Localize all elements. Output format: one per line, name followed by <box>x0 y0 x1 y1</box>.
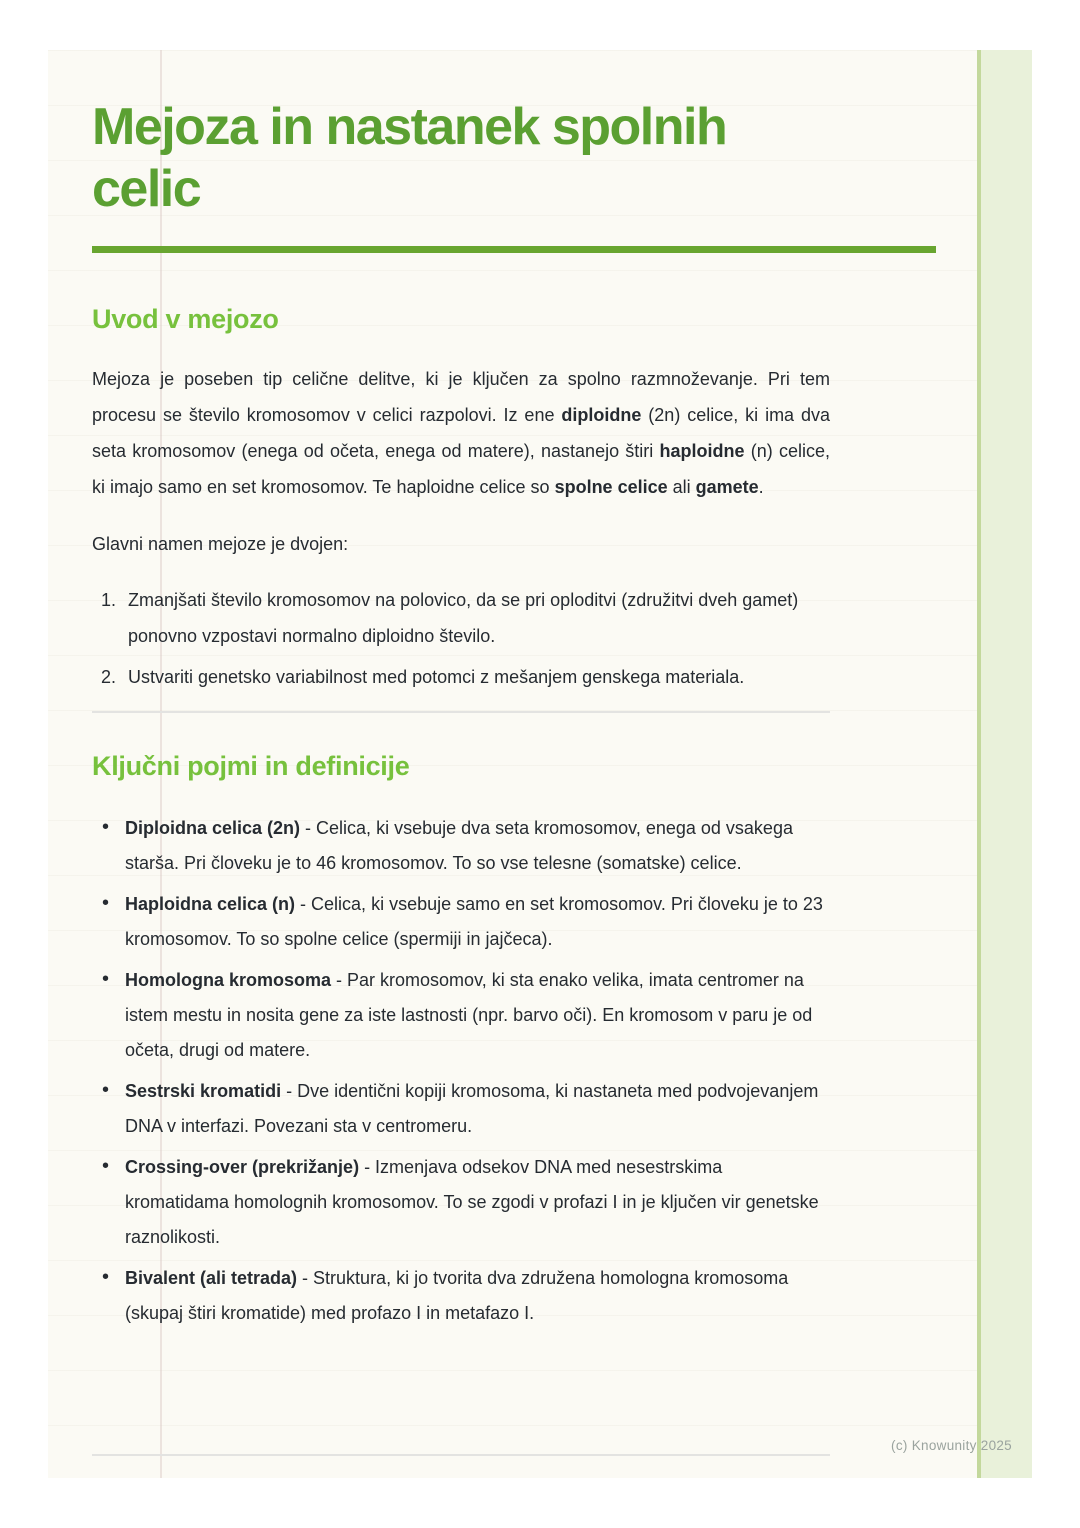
lead-paragraph: Glavni namen mejoze je dvojen: <box>92 534 349 554</box>
bold-term: haploidne <box>659 441 745 461</box>
terms-bullet-list <box>92 811 830 1331</box>
text-run: (n) celice, ki imajo samo en set kromosomov. Te haploidne celice so <box>92 441 830 497</box>
term-list-item <box>92 811 830 881</box>
text-run: ali <box>667 477 696 497</box>
title-underline-rule <box>92 246 936 253</box>
term-label: Sestrski kromatidi <box>125 1081 282 1101</box>
purpose-numbered-list <box>92 582 830 695</box>
term-label: Diploidna celica (2n) <box>125 818 301 838</box>
term-label: Bivalent (ali tetrada) <box>125 1268 298 1288</box>
page-side-strip <box>977 50 1032 1478</box>
page-title: Mejoza in nastanek spolnih celic <box>92 98 727 218</box>
term-definition: - Par kromosomov, ki sta enako velika, imata centromer na istem mestu in nosita gene za iste lastnosti (npr. barvo oči). En kromosom v paru je od očeta, drugi od matere. <box>125 970 813 1060</box>
bold-term: gamete <box>695 477 759 497</box>
term-definition: - Celica, ki vsebuje samo en set kromosomov. Pri človeku je to 23 kromosomov. To so spolne celice (spermiji in jajčeca). <box>125 894 823 949</box>
term-label: Crossing-over (prekrižanje) <box>125 1157 360 1177</box>
numbered-list-item: Ustvariti genetsko variabilnost med potomci z mešanjem genskega materiala. <box>128 667 745 687</box>
term-list-item <box>92 887 830 957</box>
text-run: Mejoza je poseben tip celične delitve, ki je ključen za spolno razmnoževanje. Pri tem procesu se število kromosomov v celici razpolovi. Iz ene <box>92 369 830 425</box>
term-list-item <box>92 1074 830 1144</box>
bold-term: diploidne <box>561 405 642 425</box>
text-run: . <box>758 477 764 497</box>
numbered-list-item: Zmanjšati število kromosomov na polovico, da se pri oploditvi (združitvi dveh gamet) ponovno vzpostavi normalno diploidno število. <box>128 590 799 646</box>
bold-term: spolne celice <box>554 477 668 497</box>
section-heading-uvod: Uvod v mejozo <box>92 304 279 334</box>
term-definition: - Dve identični kopiji kromosoma, ki nastaneta med podvojevanjem DNA v interfazi. Povezani sta v centromeru. <box>125 1081 819 1136</box>
footer-divider <box>92 1454 830 1456</box>
section-heading-kljucni: Ključni pojmi in definicije <box>92 751 410 781</box>
term-list-item <box>92 1261 830 1331</box>
term-label: Haploidna celica (n) <box>125 894 296 914</box>
term-definition: - Struktura, ki jo tvorita dva združena homologna kromosoma (skupaj štiri kromatide) med profazo I in metafazo I. <box>125 1268 789 1323</box>
intro-paragraph <box>92 361 830 505</box>
term-list-item <box>92 963 830 1068</box>
term-definition: - Izmenjava odsekov DNA med nesestrskima kromatidama homolognih kromosomov. To se zgodi v profazi I in je ključen vir genetske raznolikosti. <box>125 1157 819 1247</box>
copyright-notice: (c) Knowunity 2025 <box>891 1438 1012 1453</box>
term-definition: - Celica, ki vsebuje dva seta kromosomov, enega od vsakega starša. Pri človeku je to 46 kromosomov. To so vse telesne (somatske) celice. <box>125 818 793 873</box>
term-label: Homologna kromosoma <box>125 970 332 990</box>
section-divider <box>92 711 830 713</box>
term-list-item <box>92 1150 830 1255</box>
document-page <box>48 50 1032 1478</box>
text-run: (2n) celice, ki ima dva seta kromosomov (enega od očeta, enega od matere), nastanejo štiri <box>92 405 831 461</box>
document-content <box>92 50 830 1337</box>
